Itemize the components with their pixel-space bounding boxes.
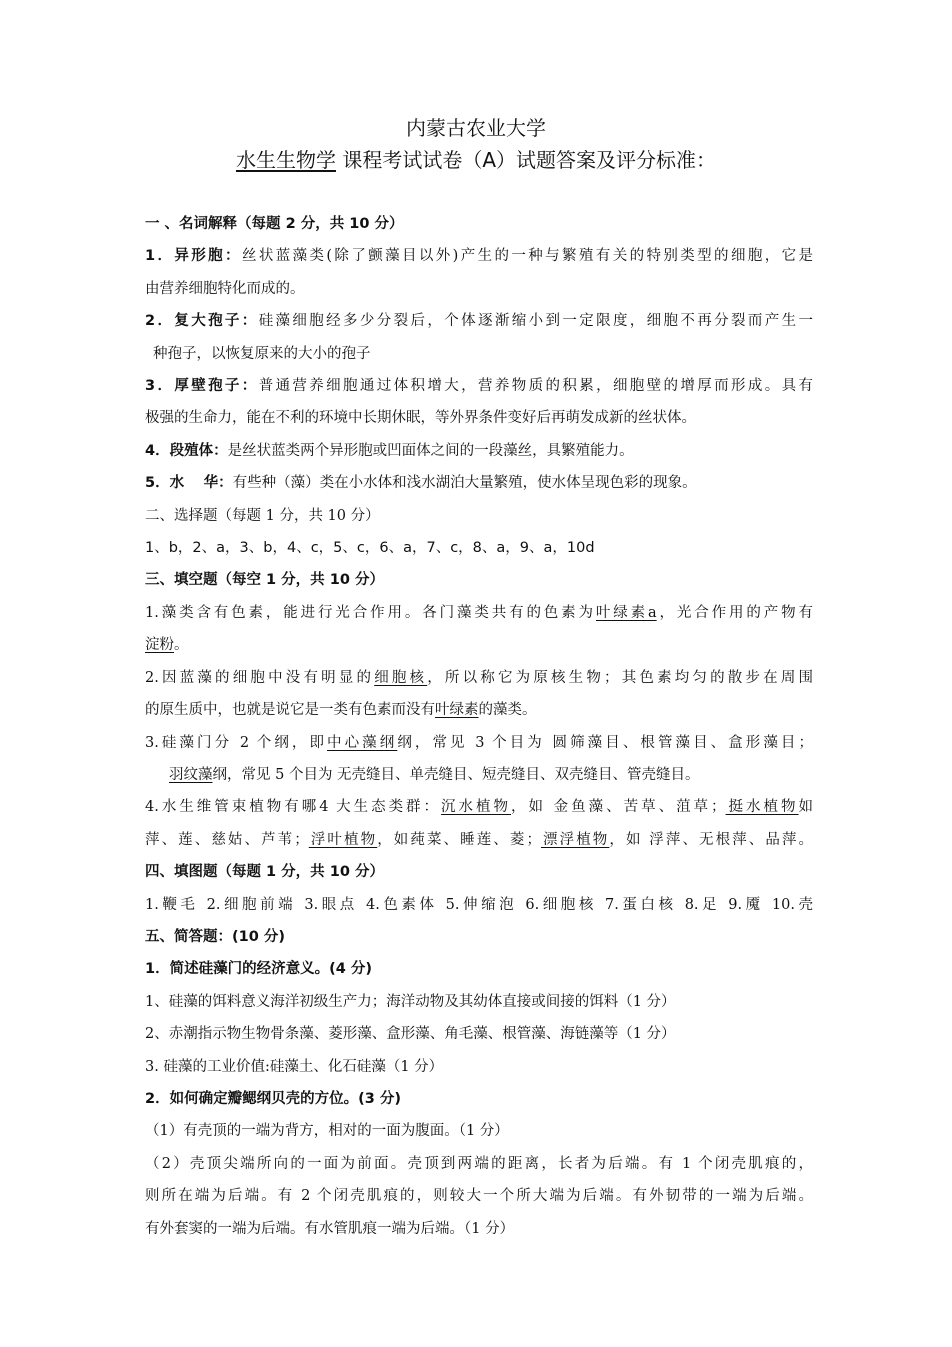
fill-q2-text-2: ，所以称它为原核生物；其色素均匀的散步在周围	[427, 669, 813, 686]
course-name: 水生生物学	[235, 148, 336, 172]
fill-q1-cont	[145, 629, 813, 661]
section-1-heading: 一 、名词解释（每题 2 分，共 10 分）	[145, 216, 404, 232]
fill-q4-text-5: ，如莼菜、睡莲、菱；	[377, 831, 541, 848]
term-5-label: 5．水 华：	[145, 475, 233, 492]
term-2	[145, 305, 813, 337]
section-5-heading: 五、简答题：(10 分)	[145, 928, 285, 945]
term-2-cont: 种孢子，以恢复原来的大小的孢子	[153, 345, 371, 362]
term-4-def: 是丝状蓝类两个异形胞或凹面体之间的一段藻丝，具繁殖能力。	[227, 442, 634, 459]
short-q2-answer-2-end: 有外套窦的一端为后端。有水管肌痕一端为后端。（1 分）	[145, 1220, 515, 1237]
fill-q3-blank-1: 中心藻纲	[327, 734, 398, 751]
fill-q2-blank-1: 细胞核	[374, 669, 428, 686]
document-body	[145, 208, 813, 1245]
fill-q3-text-2: 纲，常见 3 个目为 圆筛藻目、根管藻目、盒形藻目；	[397, 734, 813, 751]
fill-q3-text-3: 纲，常见 5 个目为 无壳缝目、单壳缝目、短壳缝目、双壳缝目、管壳缝目。	[212, 766, 700, 783]
short-q1-answer-3: 3. 硅藻的工业价值:硅藻土、化石硅藻（1 分）	[145, 1058, 444, 1075]
term-4-label: 4．段殖体：	[145, 442, 228, 459]
fill-q4-cont	[145, 824, 813, 856]
fill-q2	[145, 662, 813, 694]
term-3-cont: 极强的生命力，能在不利的环境中长期休眠，等外界条件变好后再萌发成新的丝状体。	[145, 410, 696, 427]
short-q2-title: 2．如何确定瓣鳃纲贝壳的方位。(3 分)	[145, 1090, 401, 1107]
term-1-cont: 由营养细胞特化而成的。	[145, 280, 305, 297]
exam-title-rest: 课程考试试卷（A）试题答案及评分标准：	[335, 148, 717, 172]
section-3-heading: 三、填空题（每空 1 分，共 10 分）	[145, 572, 384, 589]
term-2-def: 硅藻细胞经多少分裂后，个体逐渐缩小到一定限度，细胞不再分裂而产生一	[258, 313, 813, 330]
term-1-def: 丝状蓝藻类(除了颤藻目以外)产生的一种与繁殖有关的特别类型的细胞，它是	[241, 248, 813, 265]
term-5	[145, 467, 813, 499]
fill-q3-text: 3.硅藻门分 2 个纲，即	[145, 734, 328, 751]
term-1-label: 1．异形胞：	[145, 248, 242, 265]
short-q2-answer-2: （2）壳顶尖端所向的一面为前面。壳顶到两端的距离，长者为后端。有 1 个闭壳肌痕的，	[145, 1155, 813, 1172]
fill-q1-blank-1: 叶绿素a	[595, 604, 657, 621]
term-3	[145, 370, 813, 402]
short-q2-answer-2-cont: 则所在端为后端。有 2 个闭壳肌痕的，则较大一个所大端为后端。有外韧带的一端为后端。	[145, 1188, 813, 1205]
term-5-def: 有些种（藻）类在小水体和浅水湖泊大量繁殖，使水体呈现色彩的现象。	[232, 475, 697, 492]
fill-q4-blank-3: 浮叶植物	[308, 831, 378, 848]
diagram-answers: 1.鞭毛 2.细胞前端 3.眼点 4.色素体 5.伸缩泡 6.细胞核 7.蛋白核 8.足 9.魇 10.壳	[145, 896, 813, 913]
fill-q1	[145, 597, 813, 629]
term-4	[145, 435, 813, 467]
fill-q2-text-3: 的原生质中，也就是说它是一类有色素而没有	[145, 702, 435, 719]
fill-q2-cont	[145, 694, 813, 726]
fill-q4-blank-4: 漂浮植物	[540, 831, 610, 848]
fill-q4-blank-2: 挺水植物	[725, 799, 799, 816]
fill-q4	[145, 791, 813, 823]
section-4-heading: 四、填图题（每题 1 分，共 10 分）	[145, 864, 384, 881]
fill-q4-text-3: 如	[798, 799, 813, 816]
exam-title	[0, 144, 952, 176]
short-q1-title: 1．简述硅藻门的经济意义。(4 分)	[145, 961, 372, 978]
fill-q4-text-6: ，如 浮萍、无根萍、品萍。	[609, 831, 813, 848]
short-q1-answer-1: 1、硅藻的饵料意义海洋初级生产力；海洋动物及其幼体直接或间接的饵料（1 分）	[145, 993, 676, 1010]
fill-q4-text: 4.水生维管束植物有哪4 大生态类群：	[145, 799, 442, 816]
document-header	[0, 112, 952, 176]
fill-q3-cont	[145, 759, 813, 791]
fill-q3-blank-2: 羽纹藻	[169, 766, 213, 783]
fill-q1-end: 。	[174, 637, 189, 654]
fill-q2-blank-2: 叶绿素	[435, 702, 479, 719]
university-title: 内蒙古农业大学	[406, 116, 546, 140]
term-1	[145, 240, 813, 272]
short-q2-answer-1: （1）有壳顶的一端为背方，相对的一面为腹面。（1 分）	[145, 1123, 509, 1140]
fill-q2-text: 2.因蓝藻的细胞中没有明显的	[145, 669, 375, 686]
fill-q3	[145, 727, 813, 759]
fill-q1-blank-2: 淀粉	[145, 637, 174, 654]
fill-q2-end: 的藻类。	[478, 702, 537, 719]
term-2-label: 2．复大孢子：	[145, 313, 259, 330]
term-3-def: 普通营养细胞通过体积增大，营养物质的积累，细胞壁的增厚而形成。具有	[258, 378, 813, 395]
choice-answers: 1、b，2、a，3、b，4、c，5、c，6、a，7、c，8、a，9、a，10d	[145, 540, 595, 557]
section-2-heading: 二、选择题（每题 1 分，共 10 分）	[145, 507, 380, 524]
fill-q4-text-4: 萍、莲、慈姑、芦苇；	[145, 831, 309, 848]
fill-q1-text: 1.藻类含有色素，能进行光合作用。各门藻类共有的色素为	[145, 604, 596, 621]
fill-q1-text-2: ，光合作用的产物有	[656, 604, 813, 621]
fill-q4-text-2: ，如 金鱼藻、苦草、菹草；	[511, 799, 726, 816]
short-q1-answer-2: 2、赤潮指示物生物骨条藻、菱形藻、盒形藻、角毛藻、根管藻、海链藻等（1 分）	[145, 1026, 676, 1043]
fill-q4-blank-1: 沉水植物	[441, 799, 512, 816]
term-3-label: 3．厚壁孢子：	[145, 378, 259, 395]
